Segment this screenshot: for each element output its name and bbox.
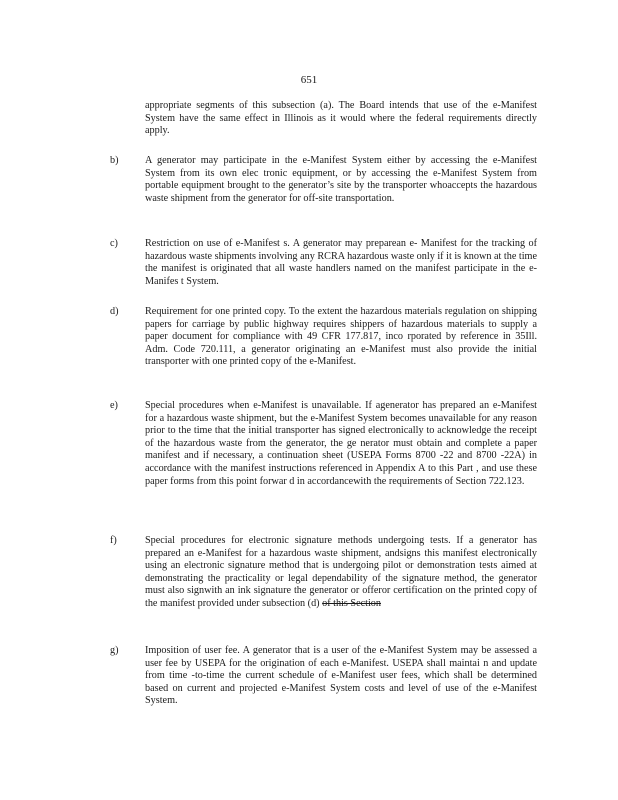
paragraph-label: b): [110, 155, 119, 166]
paragraph-text: [145, 535, 537, 611]
paragraph-f-main-text: Special procedures for electronic signature methods undergoing tests. If a generator has prepared an e-Manifest for a hazardous waste shipment, andsigns this manifest electronically using an electronic signature method that is undergoing pilot or demonstration tests aimed at demonstrating the practicality or legal dependability of the signature method, the generator must also signwith an ink signature the generator or offeror certification on the printed copy of the manifest provided under subsection (d): [145, 535, 537, 609]
page-number: 651: [300, 74, 318, 86]
paragraph-label: f): [110, 535, 117, 546]
paragraph-label: e): [110, 400, 118, 411]
paragraph-text: Requirement for one printed copy. To the extent the hazardous materials regulation on shipping papers for carriage by public highway requires shippers of hazardous materials to supply a paper document for compliance with 49 CFR 177.817, inco rporated by reference in 35Ill. Adm. Code 720.111, a generator originating an e-Manifest must also provide the initial transporter with one printed copy of the e-Manifest.: [145, 306, 537, 368]
paragraph-text: Imposition of user fee. A generator that is a user of the e-Manifest System may be assessed a user fee by USEPA for the origination of each e-Manifest. USEPA shall maintai n and update from time -to-time the current schedule of e-Manifest user fees, which shall be determined based on current and projected e-Manifest System costs and level of use of the e-Manifest System.: [145, 645, 537, 707]
paragraph-text: A generator may participate in the e-Manifest System either by accessing the e-Manifest System from its own elec tronic equipment, or by accessing the e-Manifest System from portable equipment brought to the generator’s site by the transporter whoaccepts the hazardous waste shipment from the generator for off-site transportation.: [145, 155, 537, 204]
intro-paragraph: appropriate segments of this subsection (a). The Board intends that use of the e-Manifest System have the same effect in Illinois as it would where the federal requirements directly apply.: [145, 100, 537, 137]
paragraph-label: g): [110, 645, 119, 656]
paragraph-label: d): [110, 306, 119, 317]
paragraph-text: Special procedures when e-Manifest is unavailable. If agenerator has prepared an e-Manifest for a hazardous waste shipment, but the e-Manifest System becomes unavailable for any reason prior to the time that the initial transporter has signed electronically to acknowledge the receipt of the hazardous waste from the generator, the ge nerator must obtain and complete a paper manifest and if necessary, a continuation sheet (USEPA Forms 8700 -22 and 8700 -22A) in accordance with the manifest instructions referenced in Appendix A to this Part , and use these paper forms from this point forwar d in accordancewith the requirements of Section 722.123.: [145, 400, 537, 487]
paragraph-text: Restriction on use of e-Manifest s. A generator may preparean e- Manifest for the tracking of hazardous waste shipments involving any RCRA hazardous waste only if it is known at the time the manifest is originated that all waste handlers named on the manifest participate in the e-Manifes t System.: [145, 238, 537, 287]
struck-text: of this Section: [322, 597, 381, 609]
paragraph-label: c): [110, 238, 118, 249]
